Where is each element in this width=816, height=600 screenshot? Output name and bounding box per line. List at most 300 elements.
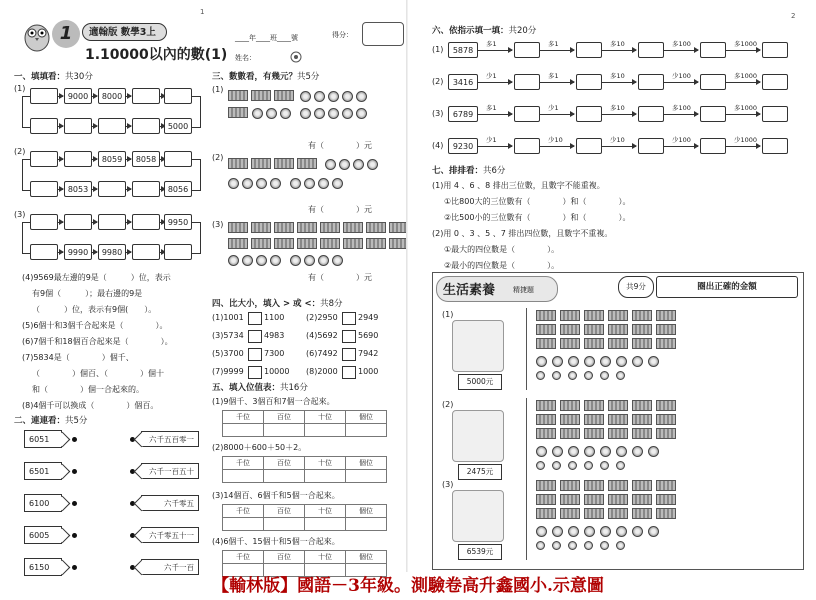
s6-op-label: 少1 <box>548 104 559 112</box>
coin-icon[interactable] <box>600 356 611 367</box>
coin-icon[interactable] <box>600 461 609 470</box>
pv-header: 個位 <box>346 411 387 424</box>
banknote-icon <box>228 222 248 233</box>
match-right-item: 六千零五 <box>141 495 199 511</box>
s6-arrow <box>726 114 760 115</box>
life-item-label: (2) <box>442 400 454 409</box>
coin-icon[interactable] <box>568 461 577 470</box>
score-box[interactable] <box>362 22 404 46</box>
s6-answer-box[interactable] <box>576 138 602 154</box>
s1-box[interactable] <box>64 118 92 134</box>
coin-icon <box>332 178 343 189</box>
banknote-icon[interactable] <box>584 414 604 425</box>
coin-icon[interactable] <box>536 541 545 550</box>
banknote-icon[interactable] <box>656 310 676 321</box>
s1-box[interactable] <box>132 244 160 260</box>
chain-arrow <box>58 222 63 223</box>
coin-icon <box>367 159 378 170</box>
class-field[interactable]: ____年____班____號 <box>235 34 298 42</box>
banknote-icon[interactable] <box>656 324 676 335</box>
coin-icon <box>353 159 364 170</box>
s6-answer-box[interactable] <box>638 42 664 58</box>
banknote-icon[interactable] <box>560 494 580 505</box>
pv-header: 百位 <box>264 551 305 564</box>
coin-icon[interactable] <box>584 541 593 550</box>
s6-op-label: 多10 <box>610 104 625 112</box>
chain-arrow <box>126 222 131 223</box>
s6-op-label: 少10 <box>610 136 625 144</box>
coin-icon[interactable] <box>552 526 563 537</box>
pv-cell[interactable] <box>223 518 264 531</box>
s1-box[interactable] <box>64 214 92 230</box>
pv-cell[interactable] <box>264 470 305 483</box>
s6-op-label: 少1 <box>486 136 497 144</box>
compare-right: 1100 <box>264 313 285 322</box>
price-tag: 5000元 <box>458 374 502 390</box>
banknote-icon[interactable] <box>536 508 556 519</box>
life-title: 圈出正確的金額 <box>656 276 798 298</box>
coin-icon[interactable] <box>600 541 609 550</box>
banknote-icon[interactable] <box>656 414 676 425</box>
coin-icon <box>314 108 325 119</box>
coin-icon <box>270 178 281 189</box>
s6-answer-box[interactable] <box>762 42 788 58</box>
s7-q2a: ①最大的四位數是（ ）。 <box>444 245 560 254</box>
s6-answer-box[interactable] <box>514 138 540 154</box>
coin-icon <box>342 108 353 119</box>
banknote-icon[interactable] <box>560 508 580 519</box>
banknote-icon[interactable] <box>608 508 628 519</box>
match-left-item: 6100 <box>24 494 62 512</box>
s6-op-label: 多1 <box>486 104 497 112</box>
s1-box[interactable]: 9950 <box>164 214 192 230</box>
match-right-item: 六千一百五十 <box>141 463 199 479</box>
s6-answer-box[interactable] <box>700 106 726 122</box>
compare-left: (2)2950 <box>306 313 338 322</box>
coin-icon[interactable] <box>632 526 643 537</box>
s6-op-label: 多100 <box>672 104 691 112</box>
section-4-title: 四、比大小，填入 > 或 <：共8分 <box>212 299 343 309</box>
s6-op-label: 多100 <box>672 40 691 48</box>
q7a-text: (7)5834是（ ）個千、 <box>22 353 134 362</box>
banknote-icon[interactable] <box>536 310 556 321</box>
match-left-item: 6051 <box>24 430 62 448</box>
chain-arrow <box>126 159 131 160</box>
match-left-dot[interactable] <box>72 565 77 570</box>
pv-header: 十位 <box>305 457 346 470</box>
compare-answer-box[interactable] <box>248 366 262 379</box>
banknote-icon[interactable] <box>536 494 556 505</box>
chain-arrow <box>126 252 131 253</box>
coin-icon[interactable] <box>600 526 611 537</box>
pv-cell[interactable] <box>346 424 387 437</box>
q4c-text: （ ）位，表示有9個( ）。 <box>32 305 157 314</box>
banknote-icon[interactable] <box>536 338 556 349</box>
compare-answer-box[interactable] <box>248 312 262 325</box>
banknote-icon[interactable] <box>608 324 628 335</box>
banknote-icon[interactable] <box>560 310 580 321</box>
banknote-icon[interactable] <box>632 400 652 411</box>
page-number: 1 <box>200 8 205 16</box>
watermark-caption: 【輸林版】國語－3年級。測驗卷高升鑫國小.示意圖 <box>212 576 604 596</box>
coin-icon <box>242 255 253 266</box>
pv-cell[interactable] <box>305 424 346 437</box>
compare-right: 7300 <box>264 349 285 358</box>
banknote-icon[interactable] <box>656 428 676 439</box>
compare-right: 7942 <box>358 349 379 358</box>
s1-box[interactable]: 8056 <box>164 181 192 197</box>
banknote-icon[interactable] <box>632 508 652 519</box>
s1-box[interactable] <box>30 181 58 197</box>
s1-box[interactable] <box>30 151 58 167</box>
chain-arrow <box>126 126 131 127</box>
s6-arrow <box>478 146 512 147</box>
s6-arrow <box>540 50 574 51</box>
life-item-label: (1) <box>442 310 454 319</box>
banknote-icon[interactable] <box>584 400 604 411</box>
banknote-icon[interactable] <box>584 428 604 439</box>
banknote-icon[interactable] <box>632 338 652 349</box>
pv-cell[interactable] <box>264 518 305 531</box>
coin-icon[interactable] <box>616 356 627 367</box>
section-1-title: 一、填填看：共30分 <box>14 72 93 82</box>
pv-header: 十位 <box>305 411 346 424</box>
banknote-icon[interactable] <box>632 310 652 321</box>
banknote-icon[interactable] <box>632 494 652 505</box>
banknote-icon[interactable] <box>536 414 556 425</box>
section-6-title: 六、依指示填一填：共20分 <box>432 26 537 36</box>
banknote-icon[interactable] <box>560 428 580 439</box>
coin-icon[interactable] <box>584 356 595 367</box>
s7-q1b: ②比500小的三位數有（ ）和（ ）。 <box>444 213 631 222</box>
s6-answer-box[interactable] <box>638 74 664 90</box>
banknote-icon[interactable] <box>560 400 580 411</box>
banknote-icon[interactable] <box>608 494 628 505</box>
banknote-icon <box>320 238 340 249</box>
s1-box[interactable]: 9000 <box>64 88 92 104</box>
chain-arrow <box>92 222 97 223</box>
name-field[interactable]: 姓名： <box>235 54 256 62</box>
coin-icon[interactable] <box>616 461 625 470</box>
appliance-icon <box>452 320 504 372</box>
pv-cell[interactable] <box>305 518 346 531</box>
place-value-table <box>222 456 387 483</box>
coin-icon[interactable] <box>648 526 659 537</box>
chain-arrow <box>92 159 97 160</box>
banknote-icon[interactable] <box>584 338 604 349</box>
s6-answer-box[interactable] <box>638 138 664 154</box>
appliance-icon <box>452 410 504 462</box>
page-title: 1.10000以內的數(1) <box>85 47 228 63</box>
pv-header: 十位 <box>305 505 346 518</box>
banknote-icon[interactable] <box>584 508 604 519</box>
banknote-icon[interactable] <box>608 428 628 439</box>
s1-box[interactable]: 8058 <box>132 151 160 167</box>
s6-answer-box[interactable] <box>576 106 602 122</box>
price-tag: 6539元 <box>458 544 502 560</box>
s6-arrow <box>726 82 760 83</box>
left-page: 1 1 適翰版 數學3上 1.10000以內的數(1) ____年____班____號 姓名： 得分： 一、填填看：共30分 (1) 9000 8000 5000 (2) 8059 8058 8053 8056 (3) 9950 9990 9980 (4)9569最左邊的9是（ ）位，表示 有9個（ ）；最右邊的9是 （ ）位，表示有9個( ）。 (5)6個十和3個千合起來是（ ）。 (6)7個千和18個百合起來是（ ）。 (7)5834是（ ）個千、 （ ）個百、（ ）個十 和（ ）個一合起來的。 (8)4個千可以換成（ ）個百。 二、連連看：共5分 6051 6501 6100 6005 6150 六千五百零一 六千一百五十 六千零五 六千零五十一 六千一百 三、數數看，有幾元？共5分 (1) (2) (3) 有（ ）元 有（ ）元 有（ ）元 四、比大小，填入 > 或 <：共8分 (1)1001 1100 (2)2950 2949 (3)5734 4983 (4)5692 5690 (5)3700 7300 (6)7492 7942 (7)9999 10000 (8)2000 1000 五、填入位值表：共16分 (1)9個千、3個百和7個一合起來。 (2)8000＋600＋50＋2。 (3)14個百、6個千和5個一合起來。 (4)6個千、15個十和5個一合起來。 千位 百位 十位 個位 千位 百位 十位 個位 千位 百位 十位 個位 千位 百位 十位 個位 <box>0 0 408 572</box>
pv-cell[interactable] <box>346 518 387 531</box>
coin-icon[interactable] <box>600 446 611 457</box>
banknote-icon[interactable] <box>584 310 604 321</box>
compare-answer-box[interactable] <box>342 366 356 379</box>
coin-icon[interactable] <box>552 356 563 367</box>
s7-q1a: ①比800大的三位數有（ ）和（ ）。 <box>444 197 631 206</box>
s6-answer-box[interactable] <box>700 74 726 90</box>
pv-header: 千位 <box>223 551 264 564</box>
coin-icon[interactable] <box>616 446 627 457</box>
s6-op-label: 多1000 <box>734 104 758 112</box>
coin-icon <box>252 108 263 119</box>
s6-row-label: (2) <box>432 77 444 86</box>
banknote-icon <box>274 238 294 249</box>
coin-icon <box>304 178 315 189</box>
s6-answer-box[interactable] <box>700 138 726 154</box>
banknote-icon[interactable] <box>656 480 676 491</box>
compare-left: (3)5734 <box>212 331 244 340</box>
chain-arrow <box>58 189 63 190</box>
compare-answer-box[interactable] <box>342 312 356 325</box>
compare-left: (1)1001 <box>212 313 244 322</box>
coin-icon <box>300 91 311 102</box>
coin-icon <box>266 108 277 119</box>
coin-icon[interactable] <box>568 526 579 537</box>
banknote-icon[interactable] <box>632 428 652 439</box>
chain-arrow <box>126 96 131 97</box>
coin-icon[interactable] <box>632 356 643 367</box>
s1-box[interactable]: 8053 <box>64 181 92 197</box>
s6-op-label: 多10 <box>610 72 625 80</box>
s1-box[interactable]: 9980 <box>98 244 126 260</box>
coin-icon[interactable] <box>584 526 595 537</box>
s1-box[interactable] <box>132 214 160 230</box>
coin-icon[interactable] <box>536 461 545 470</box>
s6-arrow <box>602 114 636 115</box>
s6-start-box: 5878 <box>448 42 478 58</box>
banknote-icon <box>366 238 386 249</box>
s1-box[interactable] <box>30 88 58 104</box>
compare-answer-box[interactable] <box>342 330 356 343</box>
coin-icon[interactable] <box>616 371 625 380</box>
coin-icon[interactable] <box>568 371 577 380</box>
s5-q1: (1)9個千、3個百和7個一合起來。 <box>212 397 335 406</box>
coin-icon <box>342 91 353 102</box>
coin-icon <box>318 178 329 189</box>
s1-box[interactable] <box>98 181 126 197</box>
pv-cell[interactable] <box>305 470 346 483</box>
match-left-dot[interactable] <box>72 501 77 506</box>
s1-box[interactable] <box>164 151 192 167</box>
banknote-icon[interactable] <box>536 428 556 439</box>
chain-arrow <box>58 96 63 97</box>
coin-icon[interactable] <box>568 446 579 457</box>
banknote-icon[interactable] <box>632 480 652 491</box>
s6-answer-box[interactable] <box>576 42 602 58</box>
coin-icon[interactable] <box>632 446 643 457</box>
banknote-icon[interactable] <box>656 400 676 411</box>
s6-op-label: 少10 <box>548 136 563 144</box>
s1-box[interactable]: 5000 <box>164 118 192 134</box>
banknote-icon[interactable] <box>608 310 628 321</box>
banknote-icon[interactable] <box>560 324 580 335</box>
s6-answer-box[interactable] <box>576 74 602 90</box>
banknote-icon[interactable] <box>656 494 676 505</box>
s1-box[interactable] <box>98 214 126 230</box>
coin-icon[interactable] <box>552 461 561 470</box>
s1-box[interactable] <box>132 88 160 104</box>
coin-icon <box>314 91 325 102</box>
life-item-label: (3) <box>442 480 454 489</box>
match-left-item: 6005 <box>24 526 62 544</box>
coin-icon[interactable] <box>568 356 579 367</box>
banknote-icon[interactable] <box>560 338 580 349</box>
coin-icon[interactable] <box>536 371 545 380</box>
coin-icon <box>339 159 350 170</box>
s6-answer-box[interactable] <box>514 106 540 122</box>
s1-box[interactable] <box>30 118 58 134</box>
match-left-dot[interactable] <box>72 469 77 474</box>
s1-box[interactable]: 9990 <box>64 244 92 260</box>
s6-answer-box[interactable] <box>762 106 788 122</box>
coin-icon[interactable] <box>536 446 547 457</box>
banknote-icon[interactable] <box>656 508 676 519</box>
coin-icon[interactable] <box>584 371 593 380</box>
s1-box[interactable] <box>30 214 58 230</box>
chain-connector <box>22 222 31 254</box>
match-right-item: 六千零五十一 <box>141 527 199 543</box>
coin-icon <box>256 178 267 189</box>
coin-icon[interactable] <box>552 446 563 457</box>
match-right-item: 六千一百 <box>141 559 199 575</box>
coin-icon <box>356 91 367 102</box>
coin-icon[interactable] <box>552 541 561 550</box>
coin-icon[interactable] <box>584 461 593 470</box>
pv-cell[interactable] <box>264 424 305 437</box>
s3-answer-1[interactable]: 有（ ）元 <box>308 141 372 150</box>
s1-box[interactable] <box>64 151 92 167</box>
banknote-icon[interactable] <box>608 400 628 411</box>
s6-start-box: 6789 <box>448 106 478 122</box>
coin-icon <box>328 91 339 102</box>
coin-icon[interactable] <box>600 371 609 380</box>
s7-q1: (1)用 4 、6 、8 排出三位數，且數字不能重複。 <box>432 181 605 190</box>
compare-answer-box[interactable] <box>342 348 356 361</box>
coin-icon <box>280 108 291 119</box>
banknote-icon <box>274 222 294 233</box>
banknote-icon[interactable] <box>608 338 628 349</box>
coin-icon[interactable] <box>552 371 561 380</box>
s6-answer-box[interactable] <box>700 42 726 58</box>
q8-text: (8)4個千可以換成（ ）個百。 <box>22 401 159 410</box>
banknote-icon <box>274 90 294 101</box>
pv-cell[interactable] <box>223 424 264 437</box>
coin-icon[interactable] <box>568 541 577 550</box>
pv-cell[interactable] <box>346 470 387 483</box>
s1-box[interactable]: 8059 <box>98 151 126 167</box>
chain-connector <box>22 159 31 191</box>
coin-icon[interactable] <box>648 356 659 367</box>
s1-box[interactable] <box>132 118 160 134</box>
coin-icon[interactable] <box>616 541 625 550</box>
banknote-icon[interactable] <box>584 494 604 505</box>
s6-op-label: 多1000 <box>734 72 758 80</box>
coin-icon <box>256 255 267 266</box>
banknote-icon[interactable] <box>536 480 556 491</box>
s1-box[interactable] <box>30 244 58 260</box>
banknote-icon <box>343 238 363 249</box>
price-tag: 2475元 <box>458 464 502 480</box>
score-label: 得分： <box>332 31 353 39</box>
match-left-dot[interactable] <box>72 437 77 442</box>
s6-answer-box[interactable] <box>514 74 540 90</box>
banknote-icon <box>297 158 317 169</box>
s6-arrow <box>540 82 574 83</box>
s1-box[interactable] <box>132 181 160 197</box>
s1-box[interactable]: 8000 <box>98 88 126 104</box>
s1-box[interactable] <box>98 118 126 134</box>
banknote-icon[interactable] <box>584 324 604 335</box>
coin-icon[interactable] <box>536 526 547 537</box>
banknote-icon[interactable] <box>656 338 676 349</box>
s1-box[interactable] <box>164 88 192 104</box>
coin-icon <box>228 178 239 189</box>
page-number: 2 <box>791 12 796 20</box>
s6-row-label: (3) <box>432 109 444 118</box>
banknote-icon[interactable] <box>632 414 652 425</box>
banknote-icon <box>297 238 317 249</box>
compare-left: (6)7492 <box>306 349 338 358</box>
banknote-icon[interactable] <box>536 324 556 335</box>
banknote-icon <box>297 222 317 233</box>
banknote-icon[interactable] <box>632 324 652 335</box>
banknote-icon[interactable] <box>584 480 604 491</box>
banknote-icon[interactable] <box>608 414 628 425</box>
s3-answer-3[interactable]: 有（ ）元 <box>308 273 372 282</box>
s6-answer-box[interactable] <box>514 42 540 58</box>
compare-answer-box[interactable] <box>248 348 262 361</box>
s1-box[interactable] <box>164 244 192 260</box>
coin-icon <box>228 255 239 266</box>
coin-icon <box>356 108 367 119</box>
coin-icon[interactable] <box>616 526 627 537</box>
coin-icon[interactable] <box>536 356 547 367</box>
match-left-dot[interactable] <box>72 533 77 538</box>
compare-answer-box[interactable] <box>248 330 262 343</box>
s6-answer-box[interactable] <box>762 74 788 90</box>
pv-header: 個位 <box>346 551 387 564</box>
s6-arrow <box>664 82 698 83</box>
chain-connector <box>192 222 201 254</box>
life-points-badge: 共9分 <box>618 276 654 298</box>
pv-header: 百位 <box>264 505 305 518</box>
pv-cell[interactable] <box>223 470 264 483</box>
coin-icon[interactable] <box>584 446 595 457</box>
banknote-icon[interactable] <box>560 480 580 491</box>
s3-answer-2[interactable]: 有（ ）元 <box>308 205 372 214</box>
banknote-icon[interactable] <box>608 480 628 491</box>
s6-answer-box[interactable] <box>638 106 664 122</box>
s6-arrow <box>726 50 760 51</box>
compare-right: 4983 <box>264 331 285 340</box>
s6-arrow <box>726 146 760 147</box>
pv-header: 個位 <box>346 505 387 518</box>
coin-icon[interactable] <box>648 446 659 457</box>
s6-answer-box[interactable] <box>762 138 788 154</box>
banknote-icon[interactable] <box>560 414 580 425</box>
banknote-icon[interactable] <box>536 400 556 411</box>
s6-arrow <box>602 146 636 147</box>
